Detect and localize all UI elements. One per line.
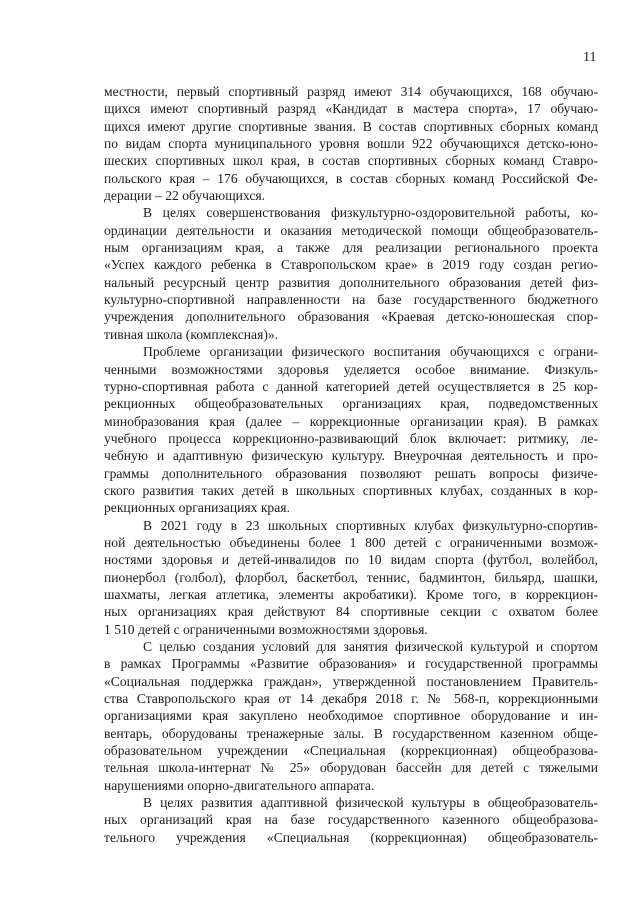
text-line: чебную и адаптивную физическую культуру. Внеурочная деятельность и про- — [104, 448, 598, 464]
paragraph — [104, 794, 598, 846]
paragraph — [104, 343, 598, 516]
document-body — [104, 83, 598, 846]
text-line: ченными возможностями здоровья уделяется особое внимание. Физкуль- — [104, 361, 598, 377]
text-line: ностями здоровья и детей-инвалидов по 10 видам спорта (футбол, волейбол, — [104, 552, 598, 568]
text-line: организациями края закуплено необходимое спортивное оборудование и ин- — [104, 708, 598, 724]
text-line: ординации деятельности и оказания методической помощи общеобразователь- — [104, 222, 598, 238]
text-line: ным организациям края, а также для реализации регионального проекта — [104, 240, 598, 256]
text-line: граммы дополнительного образования позволяют решать вопросы физиче- — [104, 465, 598, 481]
paragraph — [104, 204, 598, 343]
text-line: В целях развития адаптивной физической культуры в общеобразователь- — [143, 795, 598, 811]
text-line: шеских спортивных школ края, в состав спортивных сборных команд Ставро- — [104, 153, 598, 169]
text-line: местности, первый спортивный разряд имеют 314 обучающихся, 168 обучаю- — [104, 84, 598, 99]
text-line: тивная школа (комплексная)». — [104, 326, 279, 342]
text-line: ского развития таких детей в школьных спортивных клубах, созданных в кор- — [104, 482, 598, 498]
text-line: рекционных организациях края. — [104, 500, 290, 516]
text-line: В целях совершенствования физкультурно-оздоровительной работы, ко- — [143, 205, 598, 221]
text-line: нальный ресурсный центр развития дополнительного образования детей физ- — [104, 274, 598, 290]
text-line: Проблеме организации физического воспитания обучающихся с ограни- — [143, 344, 598, 360]
paragraph — [104, 83, 598, 204]
page-number: 11 — [583, 50, 597, 65]
text-line: щихся имеют другие спортивные звания. В состав спортивных сборных команд — [104, 118, 598, 134]
text-line: шахматы, легкая атлетика, элементы акробатики). Кроме того, в коррекцион- — [104, 586, 598, 602]
text-line: культурно-спортивной направленности на базе государственного бюджетного — [104, 292, 598, 308]
text-line: учреждения дополнительного образования «Краевая детско-юношеская спор- — [104, 309, 598, 325]
paragraph — [104, 638, 598, 794]
text-line: ных организаций края на базе государственного казенного общеобразова- — [104, 812, 598, 828]
text-line: по видам спорта муниципального уровня вошли 922 обучающихся детско-юно- — [104, 136, 598, 152]
text-line: образовательном учреждении «Специальная (коррекционная) общеобразова- — [104, 743, 598, 759]
text-line: дерации – 22 обучающихся. — [104, 188, 266, 204]
text-line: ства Ставропольского края от 14 декабря 2018 г. № 568-п, коррекционными — [104, 691, 598, 707]
text-line: ных организациях края действуют 84 спортивные секции с охватом более — [104, 604, 598, 620]
text-line: польского края – 176 обучающихся, в состав сборных команд Российской Фе- — [104, 170, 598, 186]
text-line: тельного учреждения «Специальная (коррекционная) общеобразователь- — [104, 829, 598, 845]
text-line: «Социальная поддержка граждан», утвержденной постановлением Правитель- — [104, 673, 598, 689]
text-line: нарушениями опорно-двигательного аппарата. — [104, 777, 375, 793]
text-line: пионербол (голбол), флорбол, баскетбол, теннис, бадминтон, бильярд, шашки, — [104, 569, 598, 585]
text-line: щихся имеют спортивный разряд «Кандидат в мастера спорта», 17 обучаю- — [104, 101, 598, 117]
text-line: рекционных общеобразовательных организациях края, подведомственных — [104, 396, 598, 412]
text-line: тельная школа-интернат № 25» оборудован бассейн для детей с тяжелыми — [104, 760, 598, 776]
text-line: «Успех каждого ребенка в Ставропольском крае» в 2019 году создан регио- — [104, 257, 598, 273]
text-line: в рамках Программы «Развитие образования» и государственной программы — [104, 656, 598, 672]
text-line: вентарь, оборудованы тренажерные залы. В государственном казенном обще- — [104, 725, 598, 741]
text-line: ной деятельностью объединены более 1 800 детей с ограниченными возмож- — [104, 534, 598, 550]
text-line: турно-спортивная работа с данной категорией детей осуществляется в 25 кор- — [104, 378, 598, 394]
paragraph — [104, 517, 598, 638]
text-line: С целью создания условий для занятия физической культурой и спортом — [143, 639, 598, 654]
text-line: учебного процесса коррекционно-развивающий блок включает: ритмику, ле- — [104, 430, 598, 446]
text-line: 1 510 детей с ограниченными возможностями здоровья. — [104, 621, 428, 637]
text-line: минобразования края (далее – коррекционные организации края). В рамках — [104, 413, 598, 429]
text-line: В 2021 году в 23 школьных спортивных клубах физкультурно-спортив- — [143, 517, 598, 533]
